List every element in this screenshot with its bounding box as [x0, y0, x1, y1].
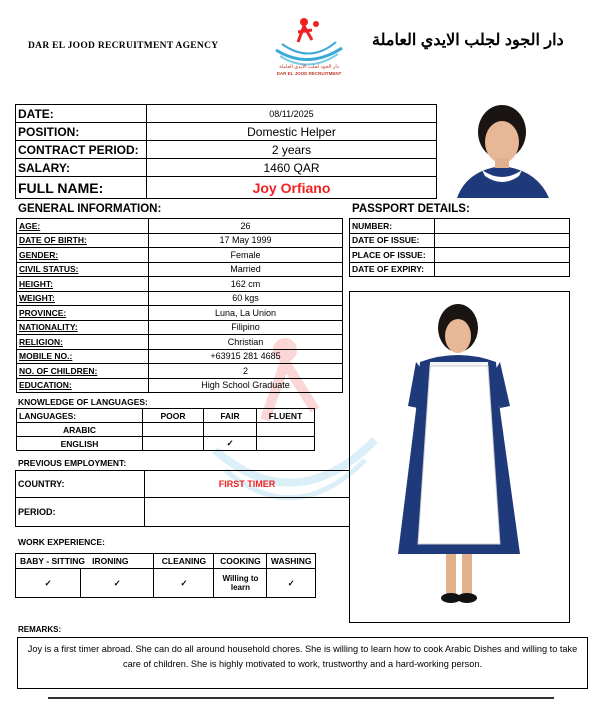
general-info-label: GENDER: [17, 248, 149, 263]
general-info-row [17, 335, 343, 350]
full-name-value: Joy Orfiano [147, 177, 437, 199]
general-info-row [17, 306, 343, 321]
work-experience-heading: WORK EXPERIENCE: [18, 537, 105, 547]
passport-row [350, 262, 570, 277]
language-fair [204, 423, 257, 437]
work-val-washing: ✓ [267, 569, 316, 598]
name-row [16, 177, 437, 199]
general-info-value: +63915 281 4685 [149, 349, 343, 364]
general-info-value: Female [149, 248, 343, 263]
country-value: FIRST TIMER [145, 471, 350, 498]
general-info-row [17, 262, 343, 277]
position-label: POSITION: [16, 123, 147, 141]
language-fair: ✓ [204, 437, 257, 451]
languages-heading: KNOWLEDGE OF LANGUAGES: [18, 397, 148, 407]
agency-name-arabic: دار الجود لجلب الايدي العاملة [372, 32, 564, 49]
poor-col: POOR [143, 409, 204, 423]
language-name: ARABIC [17, 423, 143, 437]
general-info-label: RELIGION: [17, 335, 149, 350]
work-col-babysitting: BABY - SITTING [20, 556, 86, 566]
position-row [16, 123, 437, 141]
position-value: Domestic Helper [147, 123, 437, 141]
general-info-label: PROVINCE: [17, 306, 149, 321]
full-body-photo [349, 291, 570, 623]
remarks-text: Joy is a first timer abroad. She can do all around household chores. She is willing to learn how to cook Arabic Dishes and willing to take care of children. She is highly motivated to work, trustworthy and a hard-working person. [17, 637, 588, 689]
languages-header-row [17, 409, 315, 423]
work-col-cleaning: CLEANING [154, 554, 214, 569]
passport-label: NUMBER: [350, 219, 435, 234]
passport-label: DATE OF EXPIRY: [350, 262, 435, 277]
passport-label: PLACE OF ISSUE: [350, 248, 435, 263]
general-info-row [17, 320, 343, 335]
passport-heading: PASSPORT DETAILS: [352, 203, 470, 215]
general-info-row [17, 233, 343, 248]
general-info-row [17, 349, 343, 364]
general-info-label: NATIONALITY: [17, 320, 149, 335]
passport-value [435, 233, 570, 248]
period-value [145, 498, 350, 527]
general-info-label: HEIGHT: [17, 277, 149, 292]
general-info-row [17, 291, 343, 306]
general-info-value: 2 [149, 364, 343, 379]
period-row [16, 498, 350, 527]
date-label: DATE: [16, 105, 147, 123]
passport-value [435, 219, 570, 234]
work-values-row [16, 569, 316, 598]
language-fluent [257, 437, 315, 451]
language-row [17, 423, 315, 437]
passport-table [349, 218, 570, 277]
date-row [16, 105, 437, 123]
general-info-label: MOBILE NO.: [17, 349, 149, 364]
language-name: ENGLISH [17, 437, 143, 451]
summary-table [15, 104, 437, 199]
logo-caption-arabic: دار الجود لجلب الأيدي العاملة [279, 64, 339, 70]
previous-employment-heading: PREVIOUS EMPLOYMENT: [18, 458, 127, 468]
work-col-washing: WASHING [267, 554, 316, 569]
general-info-row [17, 248, 343, 263]
general-info-label: NO. OF CHILDREN: [17, 364, 149, 379]
passport-row [350, 233, 570, 248]
general-info-row [17, 378, 343, 393]
salary-row [16, 159, 437, 177]
contract-label: CONTRACT PERIOD: [16, 141, 147, 159]
general-info-value: Christian [149, 335, 343, 350]
portrait-photo [437, 104, 568, 198]
work-col-cooking: COOKING [214, 554, 267, 569]
passport-label: DATE OF ISSUE: [350, 233, 435, 248]
passport-row [350, 219, 570, 234]
general-info-row [17, 364, 343, 379]
salary-value: 1460 QAR [147, 159, 437, 177]
general-info-label: CIVIL STATUS: [17, 262, 149, 277]
remarks-heading: REMARKS: [18, 625, 62, 634]
general-info-label: WEIGHT: [17, 291, 149, 306]
general-info-value: Filipino [149, 320, 343, 335]
work-val-cooking: Willing to learn [214, 569, 267, 598]
work-val-cleaning: ✓ [154, 569, 214, 598]
general-info-value: 60 kgs [149, 291, 343, 306]
previous-employment-table [15, 470, 350, 527]
footer-divider [48, 697, 554, 699]
work-val-ironing: ✓ [81, 569, 154, 598]
general-info-table [16, 218, 343, 393]
work-val-babysitting: ✓ [16, 569, 81, 598]
passport-value [435, 248, 570, 263]
general-info-row [17, 219, 343, 234]
general-info-value: 17 May 1999 [149, 233, 343, 248]
general-info-value: Married [149, 262, 343, 277]
salary-label: SALARY: [16, 159, 147, 177]
languages-table [16, 408, 315, 451]
passport-value [435, 262, 570, 277]
languages-col-label: LANGUAGES: [17, 409, 143, 423]
full-name-label: FULL NAME: [16, 177, 147, 199]
work-col-ironing: IRONING [92, 556, 129, 566]
date-value: 08/11/2025 [147, 105, 437, 123]
language-row [17, 437, 315, 451]
country-row [16, 471, 350, 498]
logo-caption-english: DAR EL JOOD RECRUITMENT [276, 71, 342, 76]
language-fluent [257, 423, 315, 437]
general-info-value: High School Graduate [149, 378, 343, 393]
general-info-label: EDUCATION: [17, 378, 149, 393]
work-experience-table [15, 553, 316, 598]
general-info-row [17, 277, 343, 292]
language-poor [143, 423, 204, 437]
general-info-value: 26 [149, 219, 343, 234]
work-header-row [16, 554, 316, 569]
language-poor [143, 437, 204, 451]
contract-row [16, 141, 437, 159]
period-label: PERIOD: [16, 498, 145, 527]
general-info-value: Luna, La Union [149, 306, 343, 321]
general-info-heading: GENERAL INFORMATION: [18, 203, 162, 215]
general-info-label: AGE: [17, 219, 149, 234]
fair-col: FAIR [204, 409, 257, 423]
agency-name-english: DAR EL JOOD RECRUITMENT AGENCY [28, 41, 219, 51]
general-info-label: DATE OF BIRTH: [17, 233, 149, 248]
country-label: COUNTRY: [16, 471, 145, 498]
contract-value: 2 years [147, 141, 437, 159]
passport-row [350, 248, 570, 263]
general-info-value: 162 cm [149, 277, 343, 292]
fluent-col: FLUENT [257, 409, 315, 423]
